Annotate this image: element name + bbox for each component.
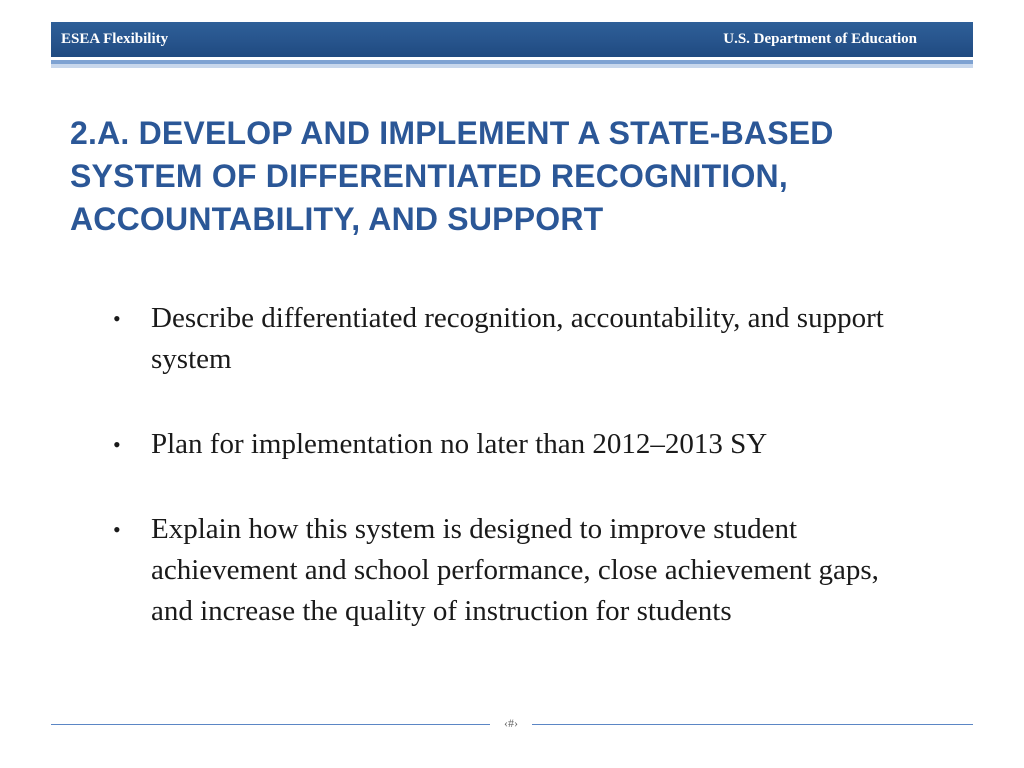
slide-title: 2.A. DEVELOP AND IMPLEMENT A STATE-BASED SYSTEM OF DIFFERENTIATED RECOGNITION, ACCOUNTABILITY, AND SUPPORT (70, 115, 834, 237)
page-number: ‹#› (504, 716, 518, 730)
bullet-item (110, 509, 910, 632)
bullet-text: Plan for implementation no later than 2012–2013 SY (151, 428, 768, 460)
header-right-title: U.S. Department of Education (723, 31, 917, 47)
header-bar (51, 22, 973, 57)
bullet-dot-icon: • (113, 432, 121, 457)
footer-divider-left (51, 724, 490, 725)
bullet-list (110, 298, 910, 632)
bullet-dot-icon: • (113, 517, 121, 542)
bullet-item (110, 298, 910, 380)
bullet-dot-icon: • (113, 306, 121, 331)
bullet-text: Explain how this system is designed to improve student achievement and school performance, close achievement gaps, and increase the quality of instruction for students (151, 513, 879, 627)
bullet-text: Describe differentiated recognition, accountability, and support system (151, 302, 884, 375)
bullet-item (110, 424, 910, 465)
footer-divider-right (532, 724, 973, 725)
header-accent-line-light (51, 64, 973, 68)
header-left-title: ESEA Flexibility (61, 31, 169, 47)
